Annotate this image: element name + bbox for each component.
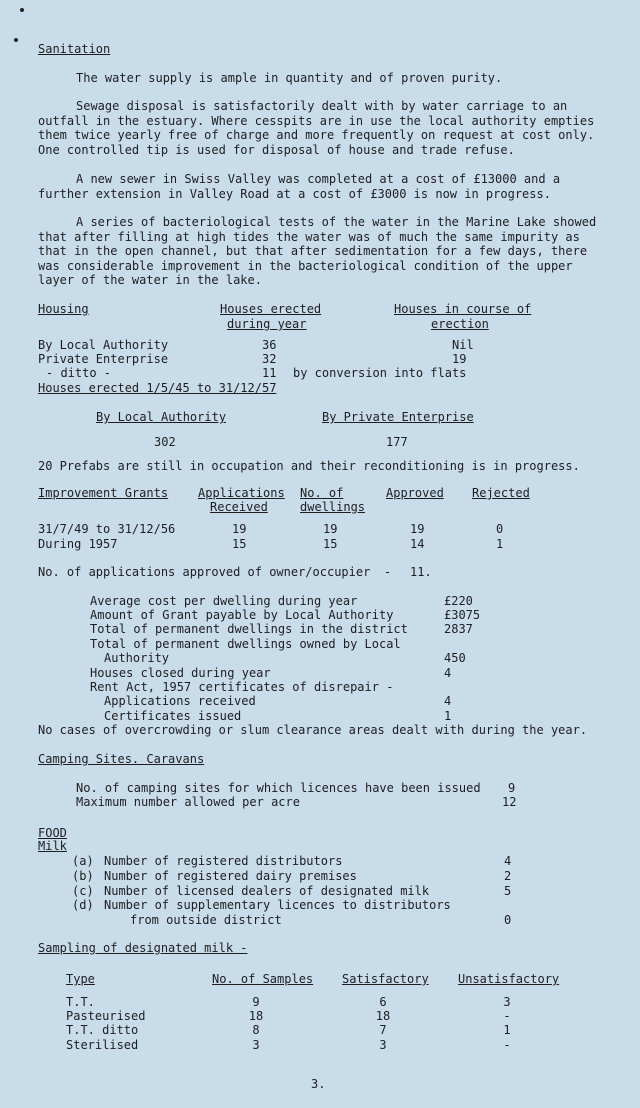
stat-value: 4 [444,666,452,680]
camping-row-value: 12 [502,795,517,809]
col-erection: erection [431,317,489,331]
stat-value: 450 [444,651,466,665]
stat-value: 2837 [444,622,473,636]
sample-row-samples: 18 [248,1009,264,1023]
milk-heading: Milk [38,839,67,853]
grants-row-approved: 14 [410,537,425,551]
camping-row-value: 9 [508,781,516,795]
col-houses-erected: Houses erected [220,302,322,316]
milk-item-letter: (b) [72,869,94,883]
milk-item-value: 4 [504,854,512,868]
sample-row-unsat: - [503,1009,511,1023]
stat-label: Authority [104,651,170,665]
sanitation-para-tests: A series of bacteriological tests of the water in the Marine Lake showed that after filling at high tides the water was of much the same impurity as that in the open channel, but that after sedimentation for a few days, there was considerable improvement in the bacteriological condition of the upper layer of the water in the lake. [38,215,597,288]
grants-row-label: 31/7/49 to 31/12/56 [38,522,176,536]
stat-label: Average cost per dwelling during year [90,594,358,608]
overcrowding-text: No cases of overcrowding or slum clearance areas dealt with during the year. [38,723,588,737]
grants-row-app: 15 [232,537,247,551]
milk-item-value: 2 [504,869,512,883]
housing-row-erected: 36 [262,338,277,352]
sample-row-samples: 3 [252,1038,260,1052]
sampling-heading: Sampling of designated milk - [38,941,248,955]
stat-label: Certificates issued [104,709,242,723]
col-rejected: Rejected [472,486,530,500]
milk-item-label: Number of registered distributors [104,854,343,868]
housing-row-erected: 11 [262,366,277,380]
prefabs-text: 20 Prefabs are still in occupation and their reconditioning is in progress. [38,459,580,473]
owner-occupier-label: No. of applications approved of owner/occupier [38,565,371,579]
housing-row-course: 19 [452,352,467,366]
stat-value: 1 [444,709,452,723]
sample-row-unsat: 1 [503,1023,511,1037]
grants-row-label: During 1957 [38,537,118,551]
sanitation-heading: Sanitation [38,42,111,56]
houses-period-heading: Houses erected 1/5/45 to 31/12/57 [38,381,277,395]
sample-row-samples: 8 [252,1023,260,1037]
col-approved: Approved [386,486,444,500]
housing-row-course: by conversion into flats [293,366,467,380]
milk-item-letter: (c) [72,884,94,898]
milk-item-label: Number of supplementary licences to distributors [104,898,451,912]
owner-occupier-value: 11. [410,565,432,579]
food-heading: FOOD [38,826,67,840]
by-pe-value: 177 [386,435,408,449]
housing-heading: Housing [38,302,89,316]
milk-item-letter: (a) [72,854,94,868]
milk-item-value: 0 [504,913,512,927]
col-dwellings: dwellings [300,500,366,514]
col-applications: Applications [198,486,285,500]
col-received: Received [210,500,268,514]
col-type: Type [66,972,95,986]
sample-row-type: Pasteurised [66,1009,146,1023]
grants-row-no: 19 [323,522,338,536]
sample-row-type: T.T. [66,995,95,1009]
milk-item-letter: (d) [72,898,94,912]
sample-row-sat: 18 [375,1009,391,1023]
col-during-year: during year [227,317,307,331]
sample-row-samples: 9 [252,995,260,1009]
milk-item-label: Number of licensed dealers of designated milk [104,884,430,898]
stat-label: Rent Act, 1957 certificates of disrepair - [90,680,394,694]
stat-label: Total of permanent dwellings owned by Local [90,637,401,651]
stat-value: £3075 [444,608,481,622]
grants-row-rejected: 0 [496,522,504,536]
sample-row-type: Sterilised [66,1038,139,1052]
stat-label: Houses closed during year [90,666,271,680]
margin-mark [14,38,18,42]
owner-occupier-dash: - [384,565,392,579]
stat-value: £220 [444,594,473,608]
sample-row-type: T.T. ditto [66,1023,139,1037]
milk-item-cont: from outside district [130,913,282,927]
grants-row-approved: 19 [410,522,425,536]
by-pe-heading: By Private Enterprise [322,410,474,424]
housing-row-course: Nil [452,338,474,352]
col-satisfactory: Satisfactory [342,972,429,986]
housing-row-label: - ditto - [46,366,112,380]
housing-row-label: Private Enterprise [38,352,169,366]
sample-row-sat: 7 [379,1023,387,1037]
by-la-value: 302 [154,435,176,449]
col-samples: No. of Samples [212,972,314,986]
sanitation-para-water: The water supply is ample in quantity and of proven purity. [76,71,503,85]
grants-heading: Improvement Grants [38,486,169,500]
sanitation-para-sewer: A new sewer in Swiss Valley was completed at a cost of £13000 and a further extension in Valley Road at a cost of £3000 is now in progress. [38,172,561,201]
margin-mark [20,8,24,12]
grants-row-rejected: 1 [496,537,504,551]
stat-label: Total of permanent dwellings in the district [90,622,408,636]
stat-label: Applications received [104,694,256,708]
stat-value: 4 [444,694,452,708]
milk-item-label: Number of registered dairy premises [104,869,357,883]
sample-row-sat: 6 [379,995,387,1009]
sample-row-sat: 3 [379,1038,387,1052]
grants-row-no: 15 [323,537,338,551]
col-unsatisfactory: Unsatisfactory [458,972,560,986]
camping-row-label: No. of camping sites for which licences have been issued [76,781,481,795]
milk-item-value: 5 [504,884,512,898]
grants-row-app: 19 [232,522,247,536]
housing-row-erected: 32 [262,352,277,366]
sanitation-para-sewage: Sewage disposal is satisfactorily dealt with by water carriage to an outfall in the estuary. Where cesspits are in use the local authority empties them twice yearly free of charge and more frequently on request at cost only. One controlled tip is used for disposal of house and trade refuse. [38,99,595,157]
camping-heading: Camping Sites. Caravans [38,752,205,766]
col-no-of: No. of [300,486,344,500]
stat-label: Amount of Grant payable by Local Authority [90,608,394,622]
sample-row-unsat: 3 [503,995,511,1009]
sample-row-unsat: - [503,1038,511,1052]
camping-row-label: Maximum number allowed per acre [76,795,300,809]
col-in-course: Houses in course of [394,302,532,316]
housing-row-label: By Local Authority [38,338,169,352]
by-la-heading: By Local Authority [96,410,227,424]
page-number: 3. [311,1077,326,1091]
